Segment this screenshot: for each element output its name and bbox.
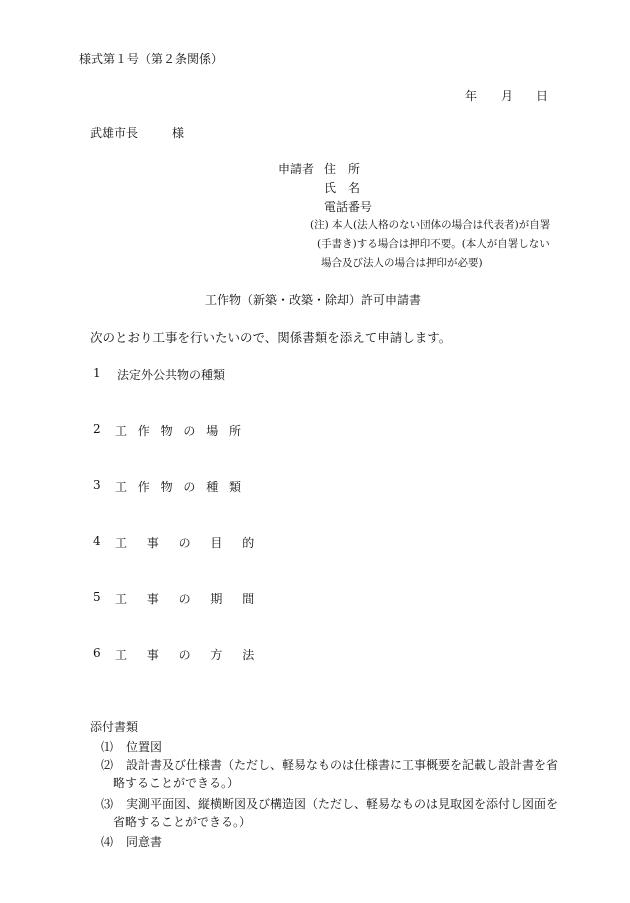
- addressee-honorific: 様: [172, 126, 185, 140]
- applicant-note-line-1: (注) 本人(法人格のない団体の場合は代表者)が自署: [310, 219, 551, 231]
- attachment-3-text-line-2: 省略することができる。）: [113, 815, 252, 829]
- applicant-label: 申請者: [278, 162, 315, 176]
- item-2-label: 工作物の場所: [115, 424, 252, 438]
- item-3-label: 工作物の種類: [115, 480, 252, 494]
- attachment-3-number: ⑶: [101, 797, 114, 811]
- attachment-3-text-line-1: 実測平面図、縦横断図及び構造図（ただし、軽易なものは見取図を添付し図面を: [126, 797, 559, 811]
- form-number: 様式第１号（第２条関係）: [79, 52, 224, 66]
- applicant-address-label: 住 所: [324, 162, 361, 176]
- attachment-2-text-line-2: 略することができる。）: [113, 776, 240, 790]
- item-5-label: 工事の期間: [115, 592, 275, 606]
- item-6-number: 6: [93, 646, 101, 660]
- item-3-number: 3: [93, 478, 101, 492]
- attachment-4-number: ⑷: [101, 835, 114, 849]
- item-4-number: 4: [93, 534, 101, 548]
- item-2-number: 2: [93, 422, 101, 436]
- addressee-name: 武雄市長: [90, 126, 139, 140]
- item-4-label: 工事の目的: [115, 536, 275, 550]
- attachments-heading: 添付書類: [90, 720, 139, 734]
- applicant-note-line-3: 場合及び法人の場合は押印が必要): [321, 257, 483, 269]
- date-year-label: 年: [465, 89, 478, 103]
- attachment-1-number: ⑴: [101, 740, 114, 754]
- date-day-label: 日: [536, 89, 549, 103]
- intro-text: 次のとおり工事を行いたいので、関係書類を添えて申請します。: [90, 330, 452, 345]
- attachment-2-text-line-1: 設計書及び仕様書（ただし、軽易なものは仕様書に工事概要を記載し設計書を省: [126, 758, 559, 772]
- date-month-label: 月: [501, 89, 514, 103]
- document-title: 工作物（新築・改築・除却）許可申請書: [205, 293, 422, 307]
- item-1-number: 1: [93, 366, 101, 380]
- applicant-note-line-2: (手書き)する場合は押印不要。(本人が自署しない: [317, 238, 550, 250]
- item-1-label: 法定外公共物の種類: [117, 368, 226, 382]
- attachment-1-text: 位置図: [126, 740, 163, 754]
- item-6-label: 工事の方法: [115, 648, 275, 662]
- applicant-name-label: 氏 名: [324, 181, 361, 195]
- item-5-number: 5: [93, 590, 101, 604]
- attachment-2-number: ⑵: [101, 758, 114, 772]
- applicant-phone-label: 電話番号: [324, 200, 373, 214]
- attachment-4-text: 同意書: [126, 835, 163, 849]
